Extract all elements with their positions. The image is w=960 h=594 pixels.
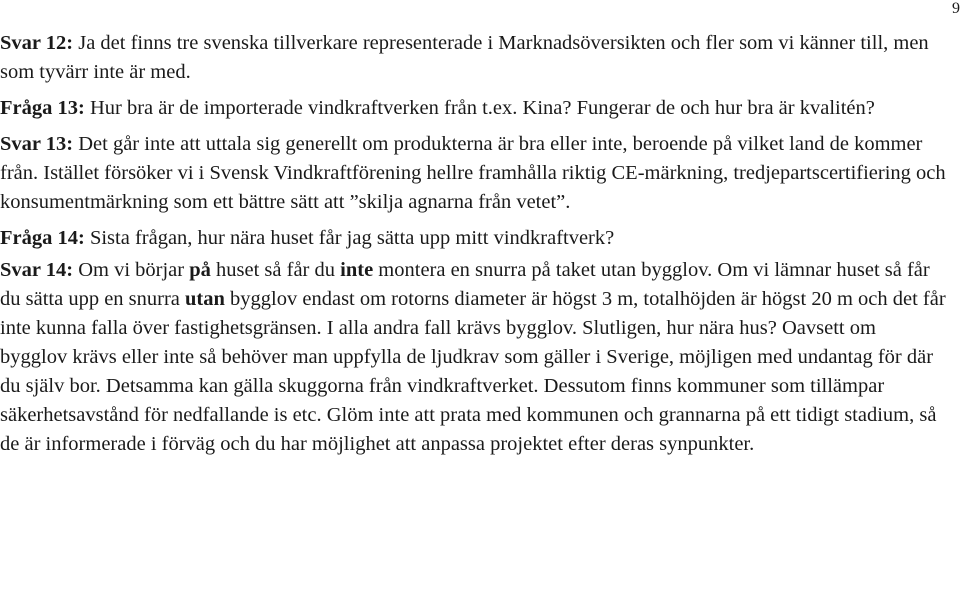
answer-14-text-2: huset så får du bbox=[210, 259, 341, 281]
question-13-text: Hur bra är de importerade vindkraftverken från t.ex. Kina? Fungerar de och hur bra är kvalitén? bbox=[84, 97, 875, 119]
answer-14-text-3: montera en snurra på taket utan bygglov. Om vi lämnar huset så får du sätta upp en snurra bbox=[0, 259, 930, 310]
answer-12 bbox=[0, 29, 948, 87]
answer-12-text: Ja det finns tre svenska tillverkare representerade i Marknadsöversikten och fler som vi känner till, men som tyvärr inte är med. bbox=[0, 32, 929, 83]
answer-14-text-1: Om vi börjar bbox=[73, 259, 190, 281]
answer-13-text: Det går inte att uttala sig generellt om produkterna är bra eller inte, beroende på vilket land de kommer från. Istället försöker vi i Svensk Vindkraftförening hellre framhålla riktig CE-märkning, tredjepartscertifiering och konsumentmärkning som ett bättre sätt att ”skilja agnarna från vetet”. bbox=[0, 133, 946, 213]
answer-14 bbox=[0, 256, 948, 459]
question-14 bbox=[0, 224, 948, 253]
answer-14-emphasis-pa: på bbox=[189, 259, 211, 281]
answer-14-emphasis-inte: inte bbox=[340, 259, 374, 281]
answer-13 bbox=[0, 130, 948, 217]
answer-14-label: Svar 14: bbox=[0, 259, 74, 281]
question-13-label: Fråga 13: bbox=[0, 97, 85, 119]
page-number: 9 bbox=[952, 0, 960, 17]
question-14-label: Fråga 14: bbox=[0, 227, 85, 249]
answer-13-label: Svar 13: bbox=[0, 133, 74, 155]
answer-14-emphasis-utan: utan bbox=[185, 288, 225, 310]
document-body bbox=[0, 29, 948, 466]
answer-12-label: Svar 12: bbox=[0, 32, 74, 54]
answer-14-text-4: bygglov endast om rotorns diameter är högst 3 m, totalhöjden är högst 20 m och det får inte kunna falla över fastighetsgränsen. I alla andra fall krävs bygglov. Slutligen, hur nära hus? Oavsett om bygglov krävs eller inte så behöver man uppfylla de ljudkrav som gäller i Sverige, möjligen med undantag för där du själv bor. Detsamma kan gälla skuggorna från vindkraftverket. Dessutom finns kommuner som tillämpar säkerhetsavstånd för nedfallande is etc. Glöm inte att prata med kommunen och grannarna på ett tidigt stadium, så de är informerade i förväg och du har möjlighet att anpassa projektet efter deras synpunkter. bbox=[0, 288, 946, 455]
question-14-text: Sista frågan, hur nära huset får jag sätta upp mitt vindkraftverk? bbox=[84, 227, 615, 249]
question-13 bbox=[0, 94, 948, 123]
